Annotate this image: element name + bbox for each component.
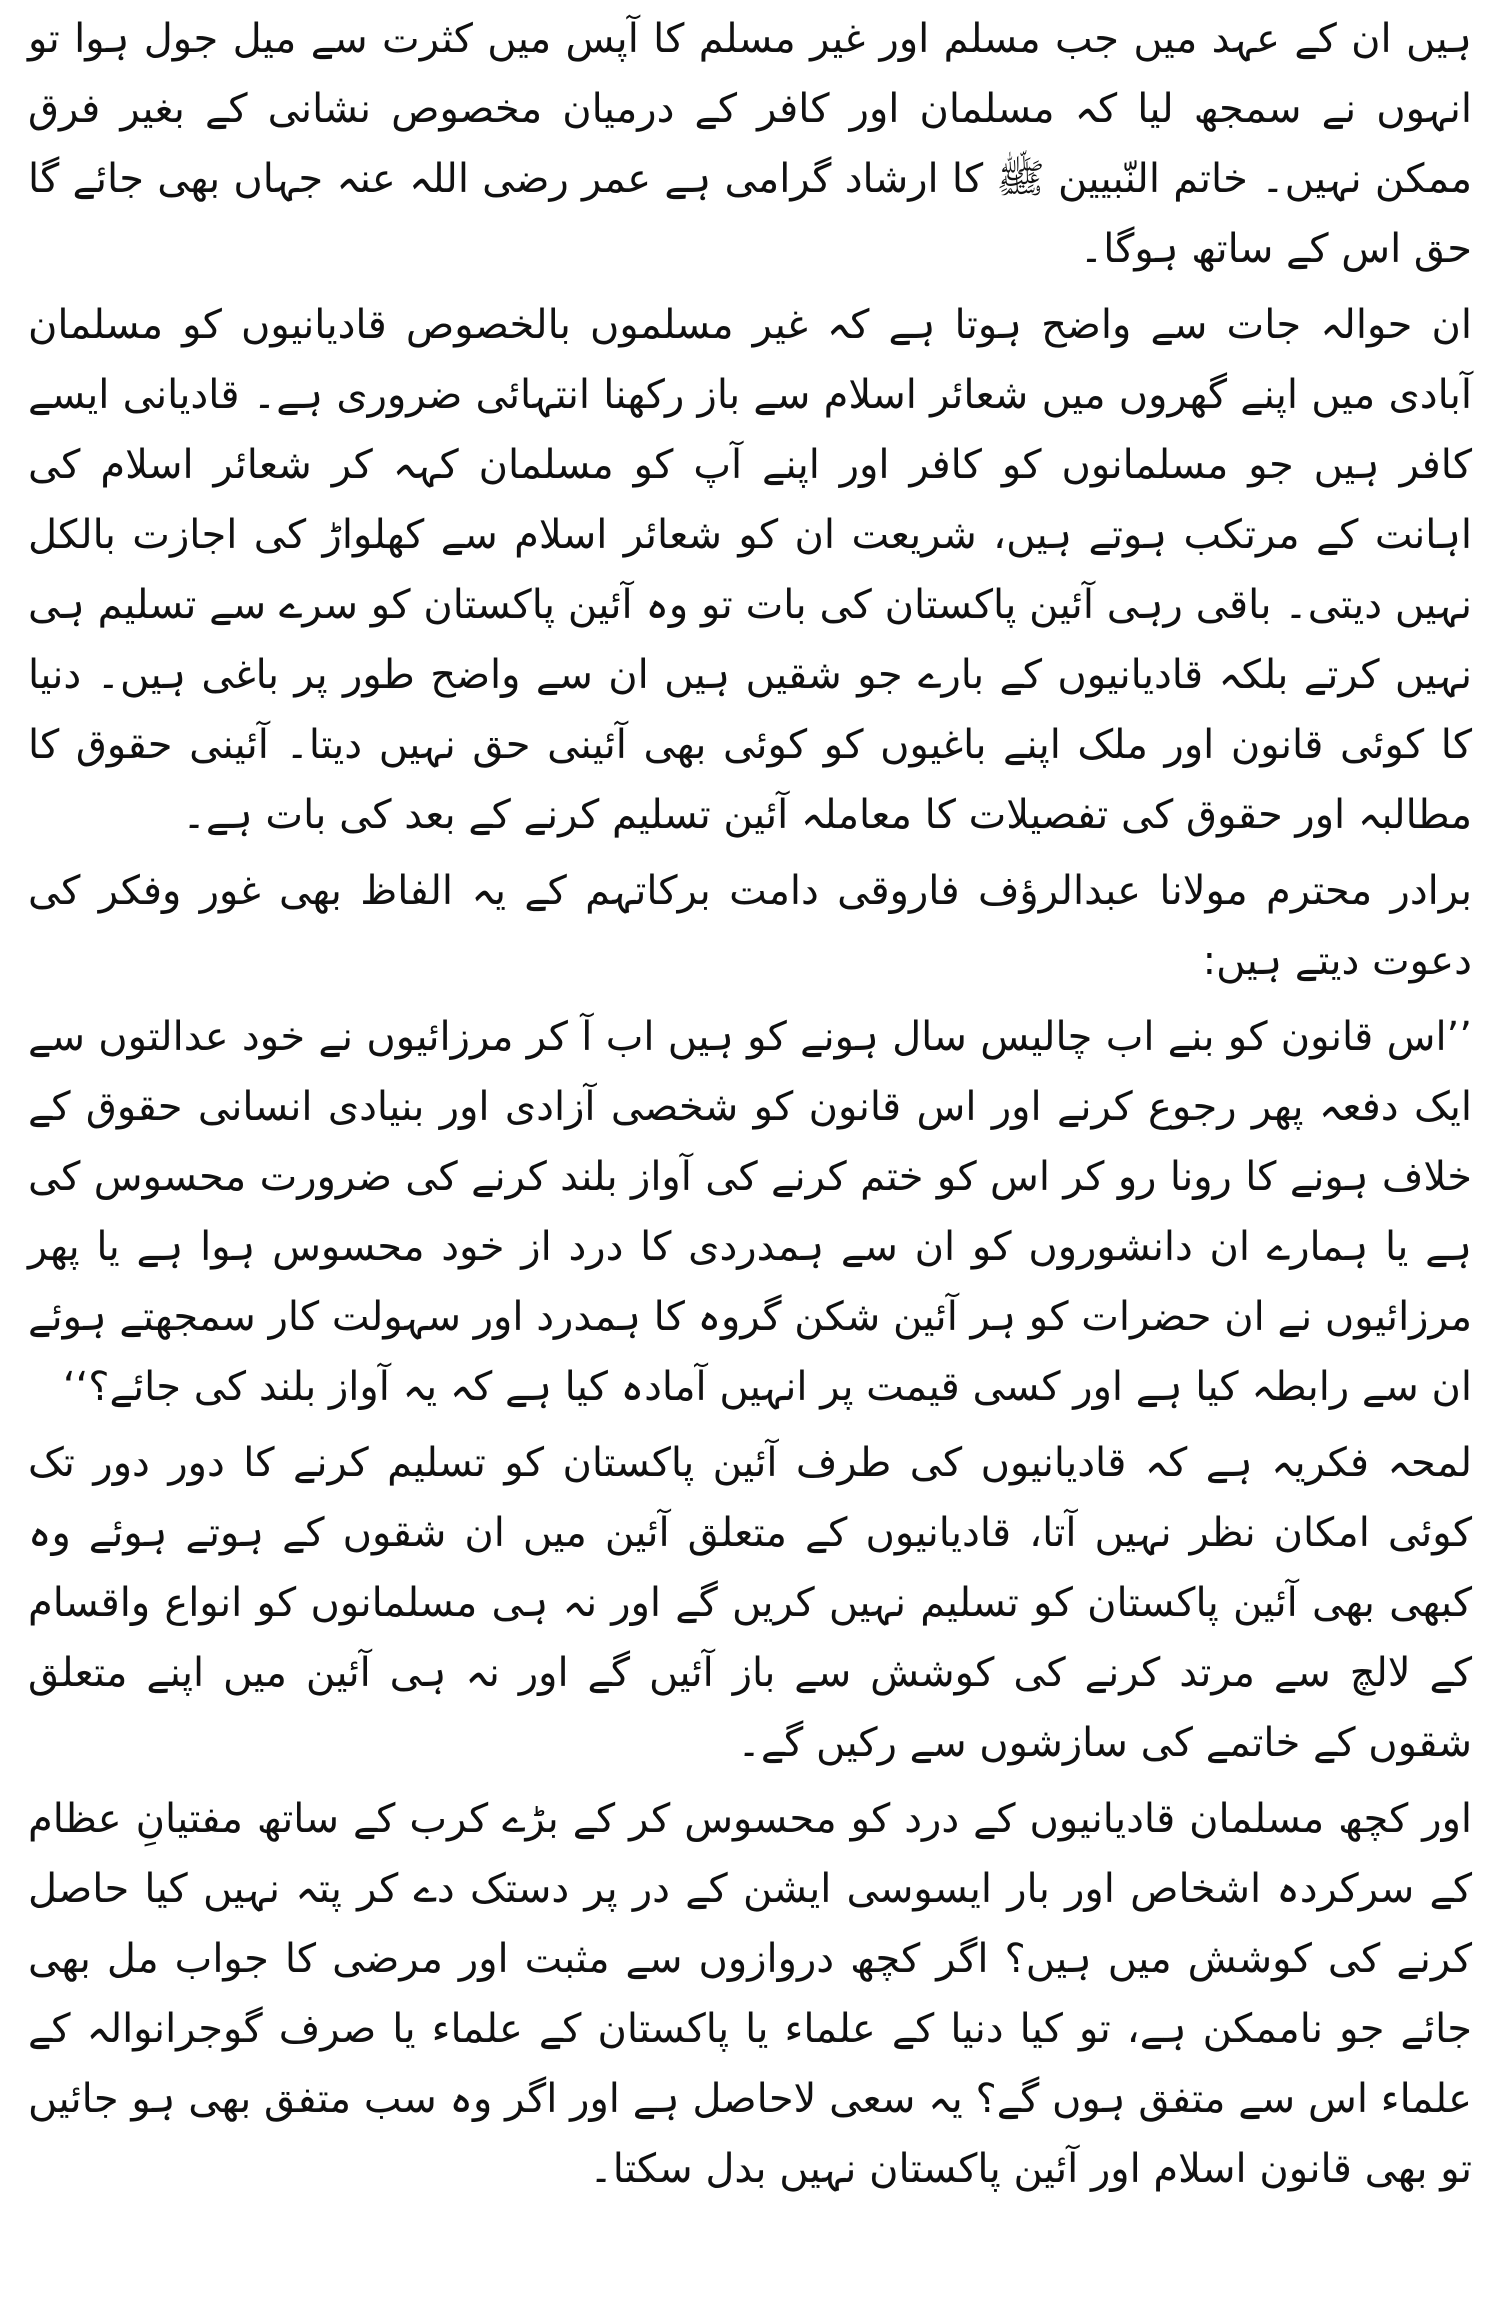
paragraph-quotation: ’’اس قانون کو بنے اب چالیس سال ہونے کو ہیں اب آ کر مرزائیوں نے خود عدالتوں سے ایک دفعہ پھر رجوع کرنے اور اس قانون کو شخصی آزادی اور بنیادی انسانی حقوق کے خلاف ہونے کا رونا رو کر اس کو ختم کرنے کی آواز بلند کرنے کی ضرورت محسوس کی ہے یا ہمارے ان دانشوروں کو ان سے ہمدردی کا درد از خود محسوس ہوا ہے یا پھر مرزائیوں نے ان حضرات کو ہر آئین شکن گروہ کا ہمدرد اور سہولت کار سمجھتے ہوئے ان سے رابطہ کیا ہے اور کسی قیمت پر انہیں آمادہ کیا ہے کہ یہ آواز بلند کی جائے؟‘‘ [28, 1014, 1472, 1410]
paragraph-hadith: ہیں ان کے عہد میں جب مسلم اور غیر مسلم کا آپس میں کثرت سے میل جول ہوا تو انہوں نے سمجھ لیا کہ مسلمان اور کافر کے درمیان مخصوص نشانی کے بغیر فرق ممکن نہیں۔ خاتم النّبیین ﷺ کا ارشاد گرامی ہے عمر رضی اللہ عنہ جہاں بھی جائے گا حق اس کے ساتھ ہوگا۔ [28, 16, 1472, 272]
paragraph-quote-intro: برادر محترم مولانا عبدالرؤف فاروقی دامت برکاتہم کے یہ الفاظ بھی غور وفکر کی دعوت دیتے ہیں: [28, 868, 1472, 984]
document-page [28, 4, 1472, 2294]
paragraph-point-to-ponder: لمحہ فکریہ ہے کہ قادیانیوں کی طرف آئین پاکستان کو تسلیم کرنے کا دور دور تک کوئی امکان نظر نہیں آتا، قادیانیوں کے متعلق آئین میں ان شقوں کے ہوتے ہوئے وہ کبھی بھی آئین پاکستان کو تسلیم نہیں کریں گے اور نہ ہی مسلمانوں کو انواع واقسام کے لالچ سے مرتد کرنے کی کوشش سے باز آئیں گے اور نہ ہی آئین میں اپنے متعلق شقوں کے خاتمے کی سازشوں سے رکیں گے۔ [28, 1440, 1472, 1766]
paragraph-closing: اور کچھ مسلمان قادیانیوں کے درد کو محسوس کر کے بڑے کرب کے ساتھ مفتیانِ عظام کے سرکردہ اشخاص اور بار ایسوسی ایشن کے در پر دستک دے کر پتہ نہیں کیا حاصل کرنے کی کوشش میں ہیں؟ اگر کچھ دروازوں سے مثبت اور مرضی کا جواب مل بھی جائے جو ناممکن ہے، تو کیا دنیا کے علماء یا پاکستان کے علماء یا صرف گوجرانوالہ کے علماء اس سے متفق ہوں گے؟ یہ سعی لاحاصل ہے اور اگر وہ سب متفق بھی ہو جائیں تو بھی قانون اسلام اور آئین پاکستان نہیں بدل سکتا۔ [28, 1796, 1472, 2192]
paragraph-references-conclusion: ان حوالہ جات سے واضح ہوتا ہے کہ غیر مسلموں بالخصوص قادیانیوں کو مسلمان آبادی میں اپنے گھروں میں شعائر اسلام سے باز رکھنا انتہائی ضروری ہے۔ قادیانی ایسے کافر ہیں جو مسلمانوں کو کافر اور اپنے آپ کو مسلمان کہہ کر شعائر اسلام کی اہانت کے مرتکب ہوتے ہیں، شریعت ان کو شعائر اسلام سے کھلواڑ کی اجازت بالکل نہیں دیتی۔ باقی رہی آئین پاکستان کی بات تو وہ آئین پاکستان کو سرے سے تسلیم ہی نہیں کرتے بلکہ قادیانیوں کے بارے جو شقیں ہیں ان سے واضح طور پر باغی ہیں۔ دنیا کا کوئی قانون اور ملک اپنے باغیوں کو کوئی بھی آئینی حق نہیں دیتا۔ آئینی حقوق کا مطالبہ اور حقوق کی تفصیلات کا معاملہ آئین تسلیم کرنے کے بعد کی بات ہے۔ [28, 302, 1472, 838]
